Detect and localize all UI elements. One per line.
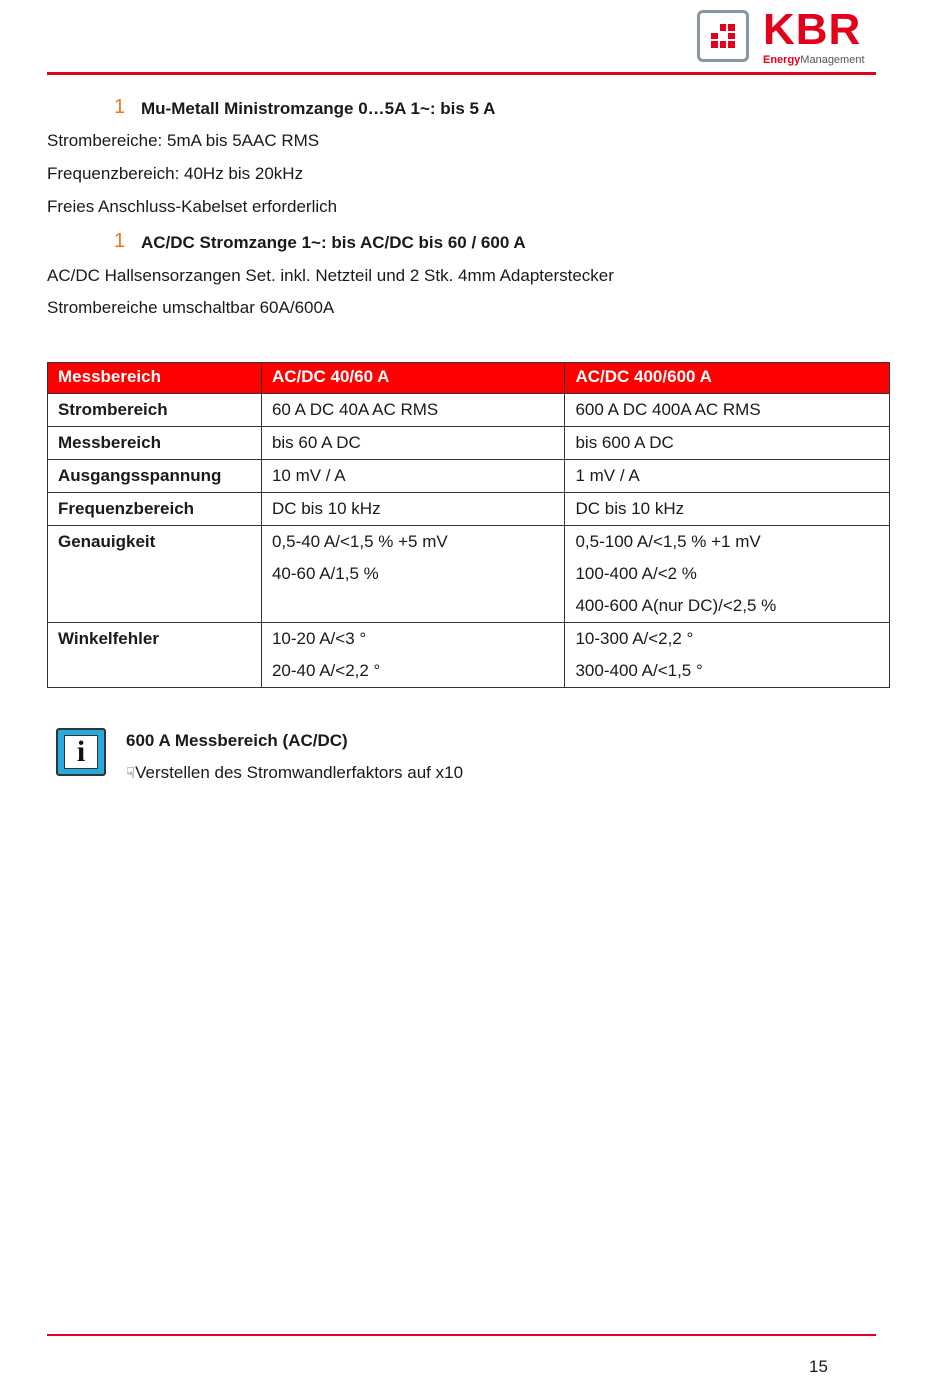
spec-table <box>47 362 890 688</box>
logo-wordmark: KBR <box>763 5 862 54</box>
section-title: Mu-Metall Ministromzange 0…5A 1~: bis 5 A <box>141 99 496 118</box>
row-label: Genauigkeit <box>48 526 262 623</box>
page-number: 15 <box>809 1357 828 1376</box>
table-cell: 10 mV / A <box>261 460 565 493</box>
table-row <box>48 526 890 623</box>
table-header-cell: Messbereich <box>48 363 262 394</box>
table-cell: DC bis 10 kHz <box>565 493 890 526</box>
spec-line: Frequenzbereich: 40Hz bis 20kHz <box>47 164 304 183</box>
pointing-hand-icon: ☟ <box>126 764 136 782</box>
kbr-logo-mark-icon <box>697 10 749 62</box>
note-text: ☟Verstellen des Stromwandlerfaktors auf x10 <box>126 763 464 782</box>
header-rule <box>47 72 876 75</box>
section-bullet: 1 <box>114 230 126 252</box>
table-header-cell: AC/DC 400/600 A <box>565 363 890 394</box>
row-label: Messbereich <box>48 427 262 460</box>
info-icon: i <box>56 728 106 776</box>
table-cell: 1 mV / A <box>565 460 890 493</box>
table-cell: 10-300 A/<2,2 ° 300-400 A/<1,5 ° <box>565 623 890 688</box>
row-label: Ausgangsspannung <box>48 460 262 493</box>
table-cell: DC bis 10 kHz <box>261 493 565 526</box>
row-label: Frequenzbereich <box>48 493 262 526</box>
table-cell: 10-20 A/<3 ° 20-40 A/<2,2 ° <box>261 623 565 688</box>
table-header-row <box>48 363 890 394</box>
row-label: Winkelfehler <box>48 623 262 688</box>
logo-tagline: EnergyManagement <box>763 54 865 66</box>
table-cell: bis 600 A DC <box>565 427 890 460</box>
table-cell: bis 60 A DC <box>261 427 565 460</box>
row-label: Strombereich <box>48 394 262 427</box>
table-row <box>48 623 890 688</box>
table-row <box>48 427 890 460</box>
kbr-logo <box>697 5 877 68</box>
section-title: AC/DC Stromzange 1~: bis AC/DC bis 60 / 600 A <box>141 233 526 252</box>
spec-line: Strombereiche umschaltbar 60A/600A <box>47 298 335 317</box>
table-cell: 0,5-100 A/<1,5 % +1 mV 100-400 A/<2 % 400-600 A(nur DC)/<2,5 % <box>565 526 890 623</box>
table-header-cell: AC/DC 40/60 A <box>261 363 565 394</box>
spec-line: Strombereiche: 5mA bis 5AAC RMS <box>47 131 320 150</box>
table-row <box>48 493 890 526</box>
spec-line: Freies Anschluss-Kabelset erforderlich <box>47 197 338 216</box>
note-title: 600 A Messbereich (AC/DC) <box>126 731 348 750</box>
table-cell: 600 A DC 400A AC RMS <box>565 394 890 427</box>
section-bullet: 1 <box>114 96 126 118</box>
table-cell: 60 A DC 40A AC RMS <box>261 394 565 427</box>
spec-line: AC/DC Hallsensorzangen Set. inkl. Netzteil und 2 Stk. 4mm Adapterstecker <box>47 266 614 285</box>
footer-rule <box>47 1334 876 1336</box>
table-row <box>48 394 890 427</box>
table-cell: 0,5-40 A/<1,5 % +5 mV 40-60 A/1,5 % <box>261 526 565 623</box>
table-row <box>48 460 890 493</box>
